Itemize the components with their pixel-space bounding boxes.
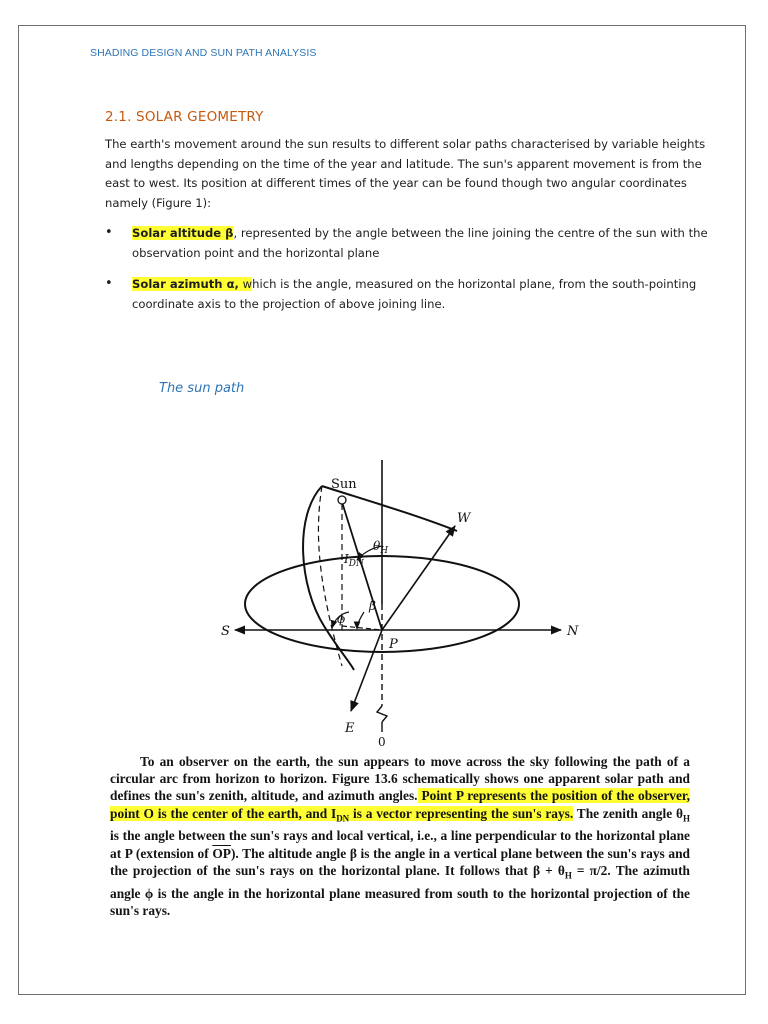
definition-solar-altitude: , represented by the angle between the line joining the centre of the sun with the observation point and the horizontal plane: [132, 226, 708, 260]
figure-caption: The sun path: [159, 381, 245, 396]
label-altitude: β: [369, 599, 376, 613]
body-text-part: ). The altitude angle β is the angle in a vertical plane between the sun's rays and the projection of the sun's rays on the horizontal plane. It follows that β + θ: [110, 845, 691, 878]
label-direct-normal-sub: DN: [348, 559, 364, 569]
body-text-part: is the angle between the sun's rays and local vertical, i.e., a line perpendicular to the horizontal plane at P (extension of: [110, 828, 690, 861]
section-title: 2.1. SOLAR GEOMETRY: [105, 109, 264, 125]
term-solar-azimuth: Solar azimuth α,: [132, 277, 239, 291]
sun-marker: [338, 496, 346, 504]
svg-text:θH: [373, 539, 388, 556]
altitude-angle-arc: [357, 612, 364, 629]
subscript-dn: DN: [336, 813, 350, 824]
label-south: S: [221, 624, 230, 639]
term-solar-azimuth-tail: w: [238, 277, 253, 291]
highlight-text-a: Point P represents the position of the observer, point O is the center of the earth, and I: [110, 788, 690, 821]
label-west: W: [457, 511, 471, 526]
sun-path-diagram: [199, 436, 599, 746]
term-solar-altitude: Solar altitude β: [132, 226, 234, 240]
label-zenith-angle: θ: [373, 539, 381, 553]
body-text-part: To an observer on the earth, the sun appears to move across the sky following the path of a circular arc from horizon to horizon. Figure 13.6 schematically shows one apparent solar path and defines the sun's zenith, altitude, and azimuth angles.: [110, 754, 690, 804]
overline-op: $\overline{OP}$: [212, 845, 231, 861]
east-axis: [351, 630, 382, 711]
label-east: E: [345, 721, 355, 736]
label-azimuth: ϕ: [337, 612, 346, 626]
sun-path-dashed: [318, 486, 342, 666]
bullet-marker: •: [105, 276, 113, 291]
highlight-text-b: is a vector representing the sun's rays.: [349, 805, 574, 821]
west-axis: [382, 526, 455, 630]
bullet-solar-altitude: [105, 223, 720, 263]
subscript-h: H: [564, 870, 572, 881]
body-text-part: = π/2. The azimuth angle ϕ is the angle in the horizontal plane measured from south to the horizontal projection of the sun's rays.: [110, 862, 690, 918]
intro-paragraph: The earth's movement around the sun results to different solar paths characterised by variable heights and lengths depending on the time of the year and latitude. The sun's apparent movement is from the east to west. Its position at different times of the year can be found though two angular coordinates namely (Figure 1):: [105, 137, 706, 210]
label-sun: Sun: [331, 477, 357, 492]
label-north: N: [567, 624, 579, 639]
axis-break: [377, 706, 387, 722]
running-header: SHADING DESIGN AND SUN PATH ANALYSIS: [90, 47, 317, 59]
bullet-marker: •: [105, 225, 113, 240]
definition-solar-azimuth: hich is the angle, measured on the horizontal plane, from the south-pointing coordinate axis to the projection of above joining line.: [132, 277, 697, 311]
body-paragraph: [110, 753, 690, 919]
label-point-p: P: [389, 637, 398, 652]
label-zero: 0: [378, 735, 386, 746]
label-zenith-sub: H: [380, 546, 389, 556]
document-page: [18, 25, 746, 995]
label-direct-normal: I: [344, 552, 349, 566]
body-text-part: The zenith angle θ: [573, 805, 683, 821]
bullet-solar-azimuth: [105, 274, 720, 314]
subscript-h: H: [682, 813, 690, 824]
